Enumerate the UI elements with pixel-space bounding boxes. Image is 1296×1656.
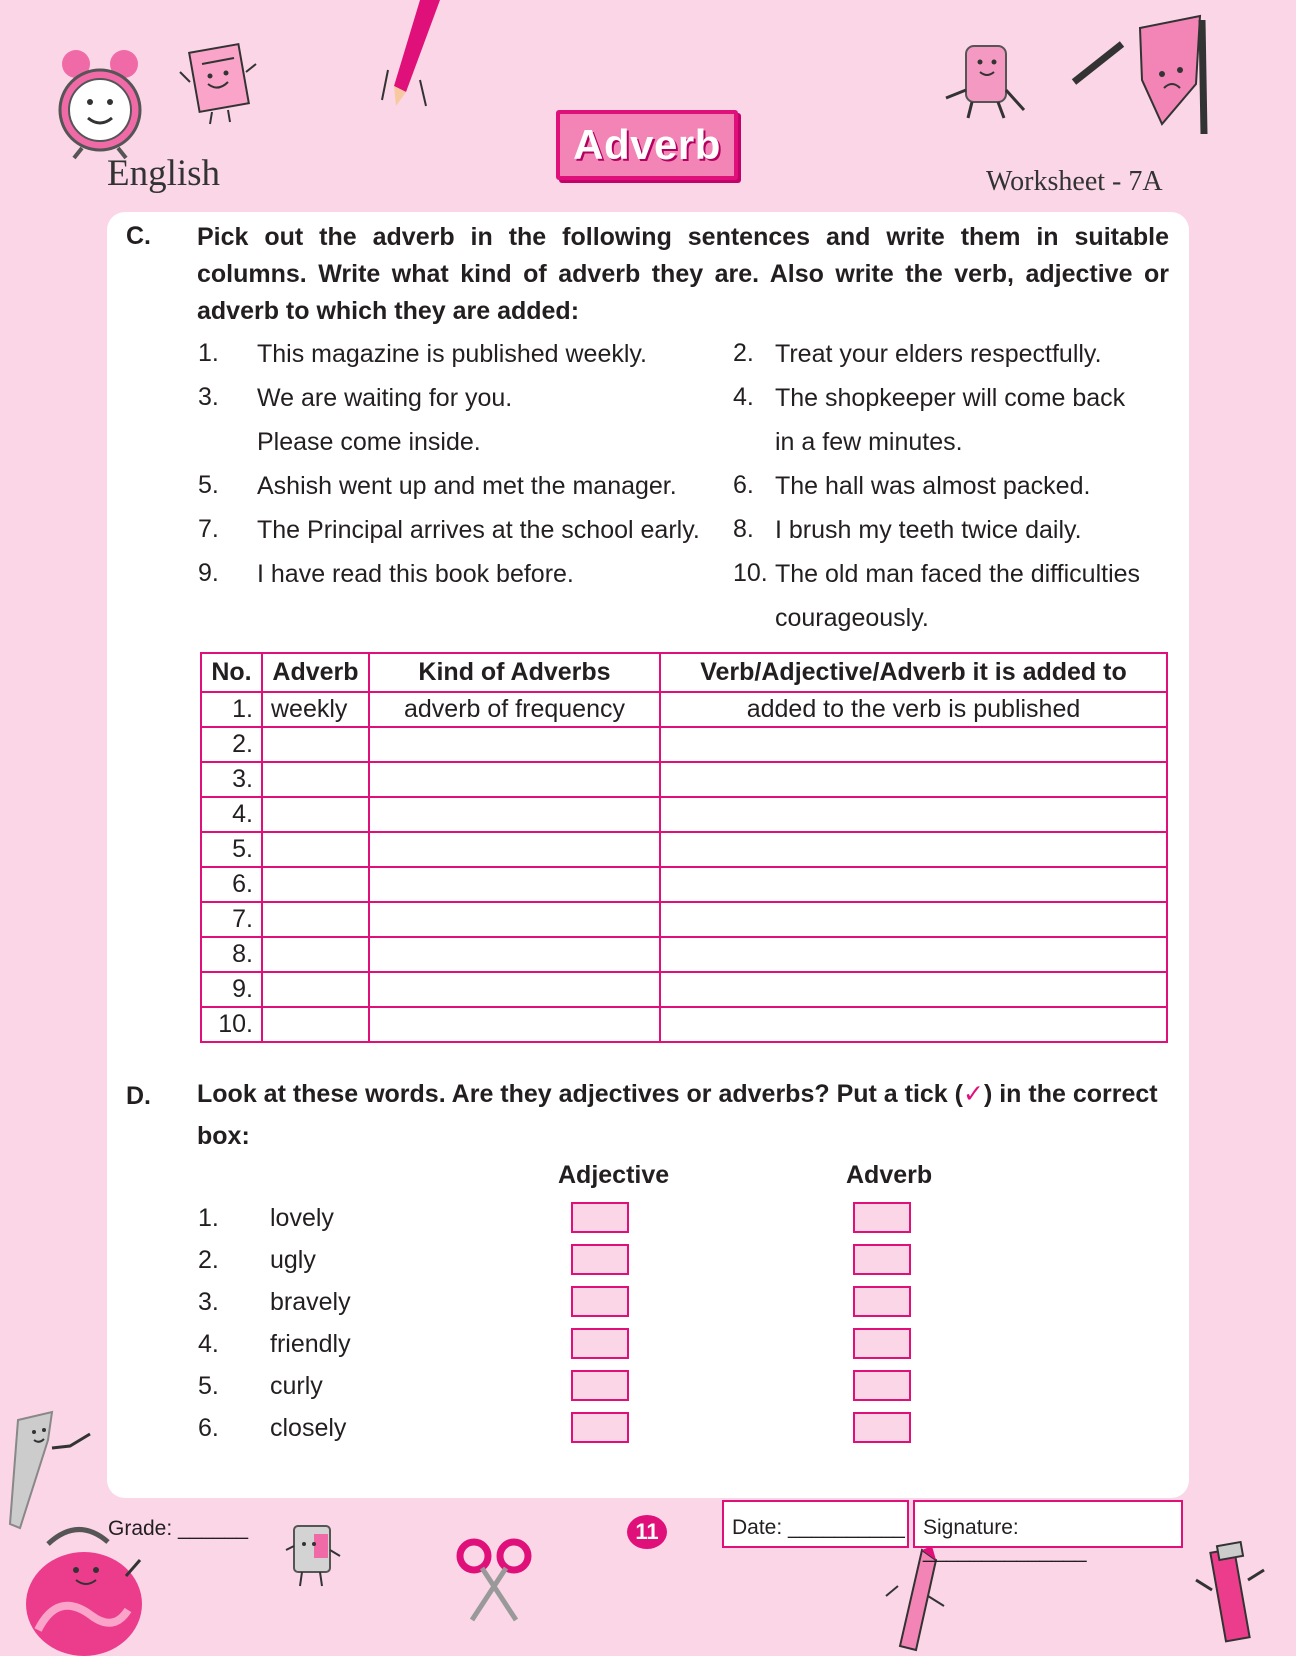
word-number: 6.	[198, 1414, 219, 1442]
sentence-text: The shopkeeper will come back	[775, 384, 1126, 412]
kind-cell[interactable]	[369, 762, 660, 797]
kind-cell[interactable]	[369, 972, 660, 1007]
pencil-icon	[380, 0, 450, 110]
title-text: Adverb	[573, 121, 721, 168]
adverb-cell[interactable]	[262, 797, 369, 832]
row-number: 6.	[201, 867, 262, 902]
adverb-cell[interactable]	[262, 1007, 369, 1042]
pencil-sharpener-icon	[284, 1520, 344, 1590]
pencil-icon	[1190, 1540, 1270, 1656]
section-c-letter: C.	[126, 222, 151, 250]
table-row	[201, 1007, 1167, 1042]
table-row	[201, 762, 1167, 797]
row-number: 2.	[201, 727, 262, 762]
row-number: 1.	[201, 692, 262, 727]
added-to-cell[interactable]	[660, 902, 1167, 937]
header-no: No.	[201, 653, 262, 692]
table-row	[201, 692, 1167, 727]
row-number: 5.	[201, 832, 262, 867]
adverb-checkbox[interactable]	[853, 1202, 911, 1233]
table-header-row	[201, 653, 1167, 692]
table-row	[201, 937, 1167, 972]
sentence-text: The hall was almost packed.	[775, 472, 1091, 500]
kind-cell[interactable]	[369, 832, 660, 867]
sentence-number: 7.	[198, 515, 219, 543]
sentence-text: We are waiting for you.	[257, 384, 513, 412]
sentence-text: This magazine is published weekly.	[257, 340, 648, 368]
kind-cell[interactable]	[369, 727, 660, 762]
eraser-icon	[942, 40, 1028, 120]
sentence-number: 6.	[733, 471, 754, 499]
word-number: 2.	[198, 1246, 219, 1274]
section-d-instruction-line2: box:	[197, 1122, 250, 1150]
table-row	[201, 832, 1167, 867]
sentence-number: 2.	[733, 339, 754, 367]
kind-cell[interactable]	[369, 867, 660, 902]
kind-cell[interactable]	[369, 902, 660, 937]
signature-field[interactable]: Signature: ______________	[913, 1500, 1183, 1548]
word-text: closely	[270, 1414, 347, 1442]
row-number: 8.	[201, 937, 262, 972]
adjective-checkbox[interactable]	[571, 1412, 629, 1443]
sentence-number: 9.	[198, 559, 219, 587]
added-to-cell[interactable]	[660, 832, 1167, 867]
answer-table	[200, 652, 1168, 1043]
table-row	[201, 972, 1167, 1007]
word-number: 5.	[198, 1372, 219, 1400]
word-text: bravely	[270, 1288, 351, 1316]
adverb-checkbox[interactable]	[853, 1244, 911, 1275]
adjective-checkbox[interactable]	[571, 1202, 629, 1233]
word-number: 1.	[198, 1204, 219, 1232]
tick-icon: ✓	[962, 1080, 984, 1108]
added-to-cell[interactable]	[660, 937, 1167, 972]
word-number: 3.	[198, 1288, 219, 1316]
word-text: ugly	[270, 1246, 316, 1274]
added-to-cell[interactable]: added to the verb is published	[660, 692, 1167, 727]
added-to-cell[interactable]	[660, 972, 1167, 1007]
word-number: 4.	[198, 1330, 219, 1358]
worksheet-number: Worksheet - 7A	[986, 166, 1163, 197]
adjective-checkbox[interactable]	[571, 1244, 629, 1275]
adjective-checkbox[interactable]	[571, 1286, 629, 1317]
column-header-adverb: Adverb	[846, 1161, 933, 1189]
added-to-cell[interactable]	[660, 727, 1167, 762]
kind-cell[interactable]	[369, 937, 660, 972]
word-text: lovely	[270, 1204, 334, 1232]
alarm-clock-icon	[52, 40, 148, 160]
adverb-cell[interactable]	[262, 972, 369, 1007]
header-kind: Kind of Adverbs	[369, 653, 660, 692]
kind-cell[interactable]	[369, 797, 660, 832]
header-adverb: Adverb	[262, 653, 369, 692]
instruction-text: Look at these words. Are they adjectives or adverbs? Put a tick (	[197, 1080, 963, 1108]
grade-field[interactable]: Grade: ______	[108, 1517, 249, 1540]
adjective-checkbox[interactable]	[571, 1328, 629, 1359]
row-number: 3.	[201, 762, 262, 797]
adverb-cell[interactable]: weekly	[262, 692, 369, 727]
section-d-instruction	[197, 1076, 1169, 1113]
sentence-number: 8.	[733, 515, 754, 543]
section-d-letter: D.	[126, 1082, 151, 1110]
adverb-checkbox[interactable]	[853, 1286, 911, 1317]
sentence-number: 10.	[733, 559, 768, 587]
adverb-cell[interactable]	[262, 832, 369, 867]
added-to-cell[interactable]	[660, 797, 1167, 832]
sentence-text: The old man faced the difficulties	[775, 560, 1141, 588]
subject-label: English	[107, 153, 221, 194]
instruction-text: ) in the correct	[983, 1080, 1158, 1108]
header-added-to: Verb/Adjective/Adverb it is added to	[660, 653, 1167, 692]
sentence-text: I brush my teeth twice daily.	[775, 516, 1082, 544]
row-number: 7.	[201, 902, 262, 937]
table-row	[201, 902, 1167, 937]
row-number: 10.	[201, 1007, 262, 1042]
ruler-icon	[8, 1410, 94, 1530]
notepad-icon	[178, 42, 260, 126]
added-to-cell[interactable]	[660, 762, 1167, 797]
adverb-cell[interactable]	[262, 762, 369, 797]
sentence-text: The Principal arrives at the school early.	[257, 516, 700, 544]
sentence-number: 3.	[198, 383, 219, 411]
sentence-number: 5.	[198, 471, 219, 499]
date-field[interactable]: Date: __________	[722, 1500, 909, 1548]
sentence-text: courageously.	[775, 604, 929, 632]
added-to-cell[interactable]	[660, 867, 1167, 902]
row-number: 4.	[201, 797, 262, 832]
kind-cell[interactable]	[369, 1007, 660, 1042]
column-header-adjective: Adjective	[558, 1161, 670, 1189]
table-row	[201, 797, 1167, 832]
kind-cell[interactable]: adverb of frequency	[369, 692, 660, 727]
sentence-number: 4.	[733, 383, 754, 411]
word-text: curly	[270, 1372, 323, 1400]
sentence-text: Treat your elders respectfully.	[775, 340, 1102, 368]
adverb-cell[interactable]	[262, 937, 369, 972]
sentence-text: Ashish went up and met the manager.	[257, 472, 677, 500]
worksheet-title	[556, 110, 738, 180]
adjective-checkbox[interactable]	[571, 1370, 629, 1401]
adverb-checkbox[interactable]	[853, 1328, 911, 1359]
page-number: 11	[627, 1515, 667, 1549]
adverb-cell[interactable]	[262, 867, 369, 902]
section-c-instruction: Pick out the adverb in the following sentences and write them in suitable columns. Write what kind of adverb they are. Also write the verb, adjective or adverb to which they are added:	[197, 223, 1169, 325]
adverb-checkbox[interactable]	[853, 1370, 911, 1401]
table-row	[201, 727, 1167, 762]
scissors-icon	[456, 1536, 532, 1626]
row-number: 9.	[201, 972, 262, 1007]
adverb-cell[interactable]	[262, 727, 369, 762]
added-to-cell[interactable]	[660, 1007, 1167, 1042]
sentence-text: in a few minutes.	[775, 428, 963, 456]
sentence-text: I have read this book before.	[257, 560, 574, 588]
sentence-number: 1.	[198, 339, 219, 367]
table-row	[201, 867, 1167, 902]
adverb-checkbox[interactable]	[853, 1412, 911, 1443]
word-text: friendly	[270, 1330, 351, 1358]
adverb-cell[interactable]	[262, 902, 369, 937]
pencil-sharpener-icon	[1070, 8, 1210, 138]
sentence-text: Please come inside.	[257, 428, 481, 456]
